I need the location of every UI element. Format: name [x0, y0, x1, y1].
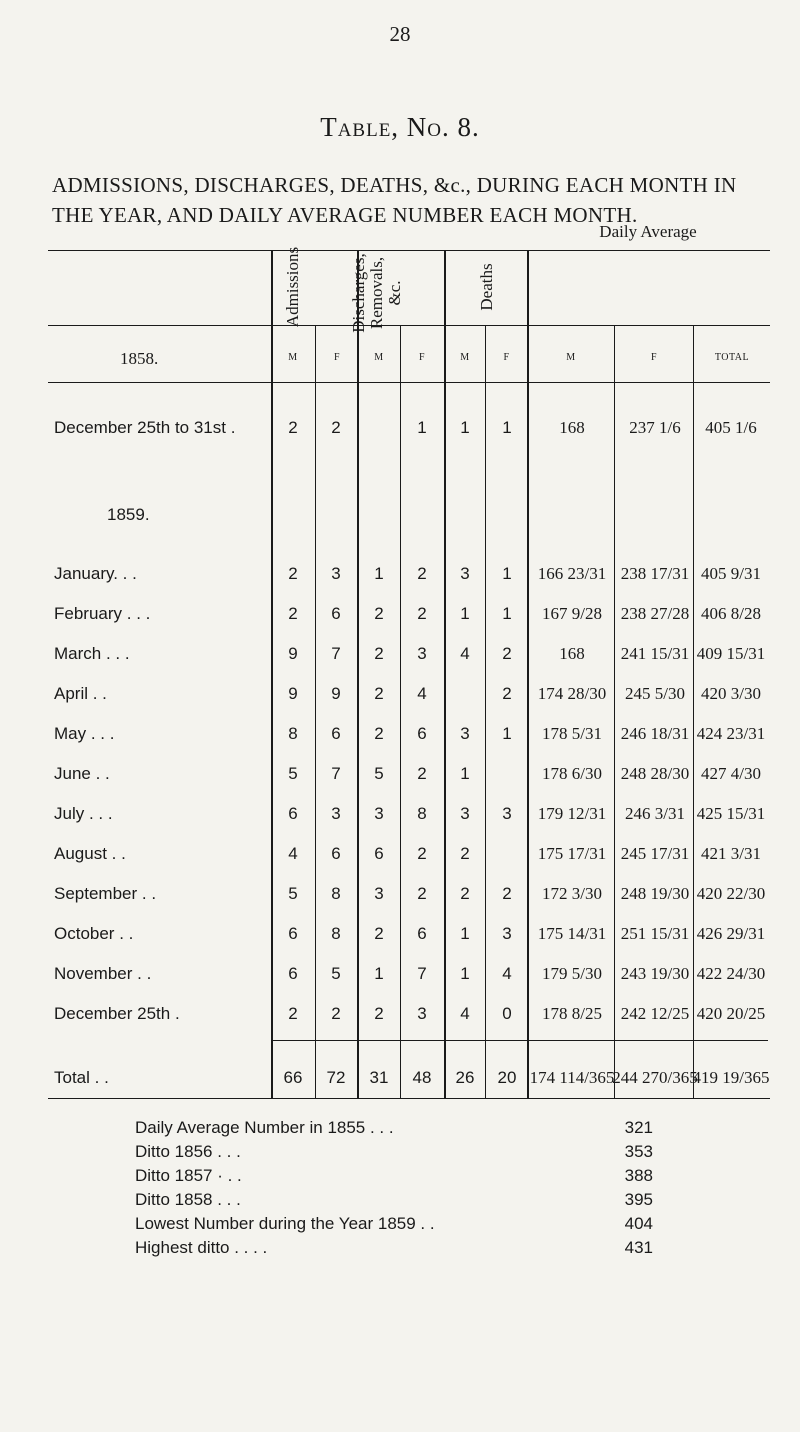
table-row-adm-f: 6	[331, 724, 341, 743]
summary-label: Lowest Number during the Year 1859 . .	[135, 1214, 435, 1233]
header-year: 1858.	[120, 349, 159, 368]
summary-row	[135, 1118, 653, 1142]
table-row-avg-m: 175 14/31	[537, 924, 607, 943]
table-row-dis-m: 2	[374, 724, 384, 743]
table-row-avg-t: 405 9/31	[701, 564, 761, 583]
table-row-dis-f: 1	[417, 418, 427, 437]
table-row-dea-m: 3	[460, 804, 470, 823]
table-row-avg-f: 246 18/31	[620, 724, 690, 743]
table-row-adm-f: 5	[331, 964, 341, 983]
table-row-dea-f: 2	[502, 684, 512, 703]
table-row-avg-f: 245 17/31	[620, 844, 690, 863]
table-row-dea-m: 2	[460, 884, 470, 903]
table-row-dis-m: 1	[374, 564, 384, 583]
subheader-rule	[48, 382, 770, 383]
table-row-dea-f: 4	[502, 964, 512, 983]
total-row-avg-t: 419 19/365	[692, 1068, 770, 1087]
col-divider	[485, 325, 486, 1098]
total-row-adm-m: 66	[283, 1068, 303, 1087]
table-row-avg-f: 238 27/28	[620, 604, 690, 623]
header-discharges-line3: &c.	[385, 280, 404, 306]
table-row-avg-f: 243 19/30	[620, 964, 690, 983]
table-row-dea-f: 1	[502, 564, 512, 583]
table-row-adm-m: 8	[288, 724, 298, 743]
table-row-adm-f: 2	[331, 1004, 341, 1023]
summary-value: 431	[624, 1238, 653, 1257]
table-row-avg-m: 174 28/30	[537, 684, 607, 703]
table-row-dea-f: 1	[502, 604, 512, 623]
table-row-label: January. . .	[54, 564, 137, 583]
page-number: 28	[389, 22, 411, 46]
table-row-dis-m: 2	[374, 604, 384, 623]
table-row-dis-m: 2	[374, 644, 384, 663]
table-row-dis-m: 2	[374, 924, 384, 943]
table-row-avg-f: 248 28/30	[620, 764, 690, 783]
total-row-dis-m: 31	[369, 1068, 389, 1087]
table-row-dea-m: 3	[460, 564, 470, 583]
table-row-dea-m: 1	[460, 418, 470, 437]
table-row-adm-f: 8	[331, 884, 341, 903]
table-row-avg-m: 168	[559, 418, 585, 437]
table-row-dis-f: 2	[417, 844, 427, 863]
table-row-dis-m: 3	[374, 884, 384, 903]
table-row-avg-t: 427 4/30	[701, 764, 761, 783]
table-row-adm-f: 2	[331, 418, 341, 437]
table-row-avg-m: 178 8/25	[542, 1004, 602, 1023]
table-row-dis-m: 5	[374, 764, 384, 783]
table-row-label: October . .	[54, 924, 134, 943]
table-row-dis-f: 8	[417, 804, 427, 823]
table-row-avg-t: 420 3/30	[701, 684, 761, 703]
table-row-dis-f: 2	[417, 604, 427, 623]
table-row-dea-m: 4	[460, 1004, 470, 1023]
table-row-adm-m: 9	[288, 644, 298, 663]
table-row-avg-f: 242 12/25	[620, 1004, 690, 1023]
table-row-dis-f: 3	[417, 644, 427, 663]
summary-value: 388	[624, 1166, 653, 1185]
col-divider	[400, 325, 401, 1098]
table-row-adm-m: 6	[288, 964, 298, 983]
table-row-avg-m: 167 9/28	[542, 604, 602, 623]
table-row-dis-f: 6	[417, 724, 427, 743]
table-row-adm-f: 6	[331, 844, 341, 863]
table-row-avg-m: 178 6/30	[542, 764, 602, 783]
table-row-dea-m: 4	[460, 644, 470, 663]
table-row-avg-t: 420 22/30	[696, 884, 766, 903]
table-row-label: August . .	[54, 844, 126, 863]
table-row-dea-m: 1	[460, 604, 470, 623]
summary-value: 404	[624, 1214, 653, 1233]
table-row-dis-f: 6	[417, 924, 427, 943]
table-row-adm-f: 3	[331, 804, 341, 823]
total-row-dis-f: 48	[412, 1068, 432, 1087]
summary-value: 321	[624, 1118, 653, 1137]
table-row-dis-f: 2	[417, 764, 427, 783]
table-row-label: September . .	[54, 884, 157, 903]
table-row-dea-f: 2	[502, 884, 512, 903]
table-row-avg-f: 237 1/6	[629, 418, 681, 437]
table-row-avg-f: 251 15/31	[620, 924, 690, 943]
table-row-adm-f: 7	[331, 644, 341, 663]
table-row-avg-t: 405 1/6	[705, 418, 757, 437]
year-label: 1859.	[107, 505, 150, 524]
table-row-avg-m: 175 17/31	[537, 844, 607, 863]
table-row-adm-m: 9	[288, 684, 298, 703]
summary-row	[135, 1142, 653, 1166]
summary-row	[135, 1238, 653, 1262]
table-row-dis-m: 1	[374, 964, 384, 983]
table-row-avg-f: 246 3/31	[625, 804, 685, 823]
header-f: F	[333, 352, 341, 363]
header-f: F	[418, 352, 426, 363]
table-row-adm-m: 2	[288, 418, 298, 437]
table-row-adm-m: 5	[288, 884, 298, 903]
table-row-dis-m: 3	[374, 804, 384, 823]
table-row-dis-m: 6	[374, 844, 384, 863]
table-row-adm-m: 2	[288, 604, 298, 623]
table-row-avg-m: 179 12/31	[537, 804, 607, 823]
table-row-avg-t: 420 20/25	[696, 1004, 766, 1023]
table-row-adm-m: 2	[288, 564, 298, 583]
table-row-label: July . . .	[54, 804, 113, 823]
table-row-avg-t: 424 23/31	[696, 724, 766, 743]
header-rule	[48, 325, 770, 326]
table-row-label: March . . .	[54, 644, 130, 663]
table-row-avg-m: 166 23/31	[537, 564, 607, 583]
header-admissions: Admissions	[283, 246, 302, 328]
table-row-avg-m: 168	[559, 644, 585, 663]
header-discharges	[350, 248, 406, 338]
table-row-avg-f: 248 19/30	[620, 884, 690, 903]
summary-label: Highest ditto . . . .	[135, 1238, 268, 1257]
table-row-dis-f: 4	[417, 684, 427, 703]
table-row-avg-m: 172 3/30	[542, 884, 602, 903]
table-row-dea-f: 1	[502, 418, 512, 437]
table-row-dea-m: 1	[460, 764, 470, 783]
header-m: M	[374, 352, 384, 363]
header-m: M	[566, 352, 576, 363]
table-row-avg-t: 426 29/31	[696, 924, 766, 943]
table-row-dis-f: 2	[417, 884, 427, 903]
table-row-adm-f: 6	[331, 604, 341, 623]
total-row-dea-m: 26	[455, 1068, 475, 1087]
header-f: F	[503, 352, 510, 363]
table-row-avg-f: 245 5/30	[625, 684, 685, 703]
table-row-avg-m: 178 5/31	[542, 724, 602, 743]
table-row-dea-f: 0	[502, 1004, 512, 1023]
table-row-dis-f: 3	[417, 1004, 427, 1023]
table-row-dis-f: 2	[417, 564, 427, 583]
table-row-dea-f: 3	[502, 924, 512, 943]
table-row-adm-f: 9	[331, 684, 341, 703]
header-deaths: Deaths	[477, 263, 496, 311]
header-discharges-line1: Discharges,	[349, 253, 368, 333]
table-row-dis-m: 2	[374, 1004, 384, 1023]
table-row-avg-f: 241 15/31	[620, 644, 690, 663]
header-f: F	[650, 352, 658, 363]
table-row-dea-m: 1	[460, 964, 470, 983]
table-row-dea-m: 3	[460, 724, 470, 743]
table-row-adm-m: 6	[288, 924, 298, 943]
summary-label: Daily Average Number in 1855 . . .	[135, 1118, 394, 1137]
table-row-label: November . .	[54, 964, 152, 983]
bottom-rule	[48, 1098, 770, 1099]
table-row-label: May . . .	[54, 724, 115, 743]
table-row-label: December 25th to 31st .	[54, 418, 236, 437]
table-row-label: December 25th .	[54, 1004, 180, 1023]
header-total: TOTAL	[714, 352, 750, 363]
summary-label: Ditto 1857 · . .	[135, 1166, 242, 1185]
table-row-dea-m: 2	[460, 844, 470, 863]
total-row-avg-m: 174 114/365	[529, 1068, 615, 1087]
table-heading: ADMISSIONS, DISCHARGES, DEATHS, &c., DURING EACH MONTH IN THE YEAR, AND DAILY AVERAGE NUMBER EACH MONTH.	[52, 173, 737, 227]
table-row-dea-f: 2	[502, 644, 512, 663]
table-row-adm-f: 8	[331, 924, 341, 943]
summary-label: Ditto 1856 . . .	[135, 1142, 241, 1161]
table-row-label: April . .	[54, 684, 107, 703]
table-row-adm-f: 7	[331, 764, 341, 783]
table-row-dis-m: 2	[374, 684, 384, 703]
total-row-adm-f: 72	[326, 1068, 346, 1087]
total-row-label: Total . .	[54, 1068, 109, 1087]
table-row-dea-f: 3	[502, 804, 512, 823]
table-row-avg-t: 406 8/28	[701, 604, 761, 623]
table-row-avg-t: 422 24/30	[696, 964, 766, 983]
table-row-avg-t: 409 15/31	[696, 644, 766, 663]
summary-row	[135, 1190, 653, 1214]
header-m: M	[460, 352, 470, 363]
table-row-avg-f: 238 17/31	[620, 564, 690, 583]
summary-row	[135, 1166, 653, 1190]
table-row-dis-f: 7	[417, 964, 427, 983]
total-row-dea-f: 20	[497, 1068, 517, 1087]
table-row-adm-m: 5	[288, 764, 298, 783]
table-title: Table, No. 8.	[320, 112, 480, 142]
table-row-adm-m: 4	[288, 844, 298, 863]
summary-value: 353	[624, 1142, 653, 1161]
top-rule	[48, 250, 770, 251]
table-row-dea-f: 1	[502, 724, 512, 743]
summary-row	[135, 1214, 653, 1238]
table-row-label: June . .	[54, 764, 110, 783]
table-row-adm-f: 3	[331, 564, 341, 583]
table-row-adm-m: 6	[288, 804, 298, 823]
table-row-dea-m: 1	[460, 924, 470, 943]
summary-value: 395	[624, 1190, 653, 1209]
header-m: M	[288, 352, 298, 363]
table-row-adm-m: 2	[288, 1004, 298, 1023]
summary-label: Ditto 1858 . . .	[135, 1190, 241, 1209]
table-row-avg-m: 179 5/30	[542, 964, 602, 983]
table-row-avg-t: 425 15/31	[696, 804, 766, 823]
table-row-label: February . . .	[54, 604, 151, 623]
total-row-avg-f: 244 270/365	[612, 1068, 698, 1087]
header-discharges-line2: Removals,	[367, 256, 386, 330]
header-daily-average: Daily Average	[599, 222, 697, 241]
table-row-avg-t: 421 3/31	[701, 844, 761, 863]
